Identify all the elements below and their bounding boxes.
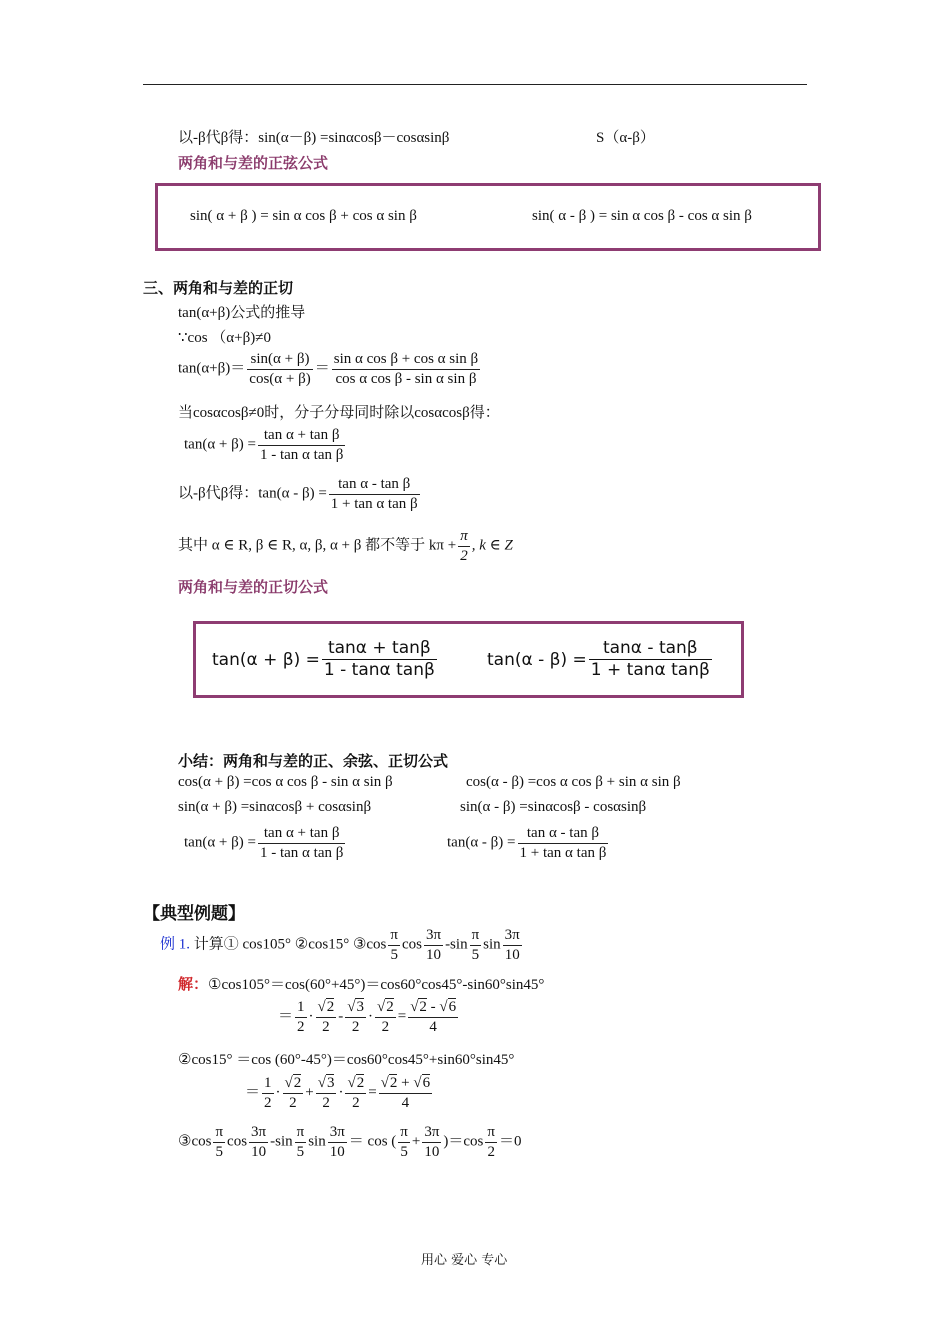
denominator: 2 (289, 1094, 297, 1111)
numerator: tan α + tan β (258, 426, 345, 446)
tangent-formula-heading: 两角和与差的正切公式 (178, 578, 329, 596)
lhs: tan(α - β) = (258, 485, 327, 502)
one-half (295, 998, 307, 1037)
minus-sin-text: -sin (270, 1133, 293, 1150)
sine-formula-heading: 两角和与差的正弦公式 (178, 154, 329, 172)
3pi-over-10 (503, 926, 522, 965)
equals: = (397, 1008, 407, 1025)
radicand: 2 (356, 1075, 365, 1091)
one-half (262, 1074, 274, 1113)
lhs: tan(α - β) = (487, 649, 587, 670)
header-rule (143, 84, 807, 85)
denominator: 4 (401, 1094, 410, 1111)
denominator: 5 (400, 1143, 408, 1160)
numerator: π (295, 1123, 307, 1143)
root3-over-2 (345, 998, 366, 1037)
numerator: π (398, 1123, 410, 1143)
solution-1-text: ①cos105°＝cos(60°+45°)＝cos60°cos45°-sin60°sin45° (208, 977, 545, 993)
radicand: 2 (419, 999, 427, 1015)
radicand: 2 (389, 1075, 398, 1091)
summary-tan-minus (447, 824, 610, 863)
tan-minus-formula (178, 475, 422, 514)
example-label: 例 1. (160, 936, 191, 953)
solution-1 (178, 973, 544, 994)
derivation-heading: tan(α+β)公式的推导 (178, 305, 306, 321)
cos-plus-formula: cos(α + β) =cos α cos β - sin α sin β (178, 774, 393, 790)
pi-over-2 (458, 527, 470, 566)
condition-text: 其中 α ∈ R, β ∈ R, α, β, α + β 都不等于 kπ + (178, 537, 457, 554)
denominator: 10 (426, 946, 442, 963)
dot: · (275, 1084, 281, 1101)
denominator: 5 (471, 946, 480, 963)
denominator: 2 (322, 1018, 330, 1035)
tangent-plus-box-formula (212, 638, 439, 682)
tan-plus-formula (184, 426, 347, 465)
denominator: 4 (429, 1018, 437, 1035)
numerator: π (458, 527, 470, 547)
pi-over-5 (213, 1123, 225, 1162)
3pi-over-10 (328, 1123, 347, 1162)
3pi-over-10 (424, 926, 443, 965)
radicand: 2 (326, 999, 335, 1015)
fraction (589, 638, 712, 682)
equals: ＝ (245, 1084, 261, 1101)
root2-over-2 (283, 1074, 304, 1113)
numerator: √3 (345, 998, 366, 1018)
substitution-line (178, 126, 449, 147)
root2-over-2 (316, 998, 337, 1037)
section-title-tangent: 三、两角和与差的正切 (143, 279, 294, 297)
sine-minus-box-formula: sin( α - β ) = sin α cos β - cos α sin β (532, 208, 752, 224)
prefix: ③cos (178, 1133, 212, 1150)
result: ＝0 (498, 1133, 522, 1150)
condition-line: ∵cos （α+β)≠0 (178, 330, 271, 346)
denominator: 5 (215, 1143, 223, 1160)
division-note: 当cosαcosβ≠0时，分子分母同时除以cosαcosβ得： (178, 405, 500, 421)
fraction (258, 426, 345, 465)
denominator: 10 (251, 1143, 267, 1160)
radicand: 6 (448, 999, 457, 1015)
denominator: 5 (390, 946, 398, 963)
result-fraction (408, 998, 458, 1037)
dot: · (367, 1008, 373, 1025)
solution-label: 解： (178, 977, 209, 993)
denominator: 2 (297, 1018, 305, 1035)
numerator: 1 (262, 1074, 274, 1094)
minus-sin-text: -sin (445, 936, 468, 953)
numerator: 1 (295, 998, 307, 1018)
equals: ＝ (278, 1008, 294, 1025)
numerator: tan α + tan β (258, 824, 345, 844)
sine-formula-box (155, 183, 821, 251)
dot: · (308, 1008, 314, 1025)
denominator: 1 + tan α tan β (330, 495, 418, 512)
denominator: 2 (460, 547, 468, 564)
close-cos: )＝cos (443, 1133, 484, 1150)
dot: · (338, 1084, 344, 1101)
cos-minus-formula: cos(α - β) =cos α cos β + sin α sin β (466, 774, 681, 790)
root3-over-2 (316, 1074, 337, 1113)
numerator: π (388, 926, 400, 946)
denominator: 2 (351, 1018, 360, 1035)
pi-over-5 (295, 1123, 307, 1162)
denominator: 2 (264, 1094, 272, 1111)
tail: , k ∈ Z (471, 537, 513, 554)
numerator: tan α - tan β (518, 824, 609, 844)
denominator: 1 + tanα tanβ (590, 660, 710, 681)
numerator: √3 (316, 1074, 337, 1094)
fraction (329, 475, 420, 514)
numerator: √2 + √6 (379, 1074, 432, 1094)
solution-2-computation (245, 1074, 434, 1113)
denominator: 10 (504, 946, 520, 963)
solution-3 (178, 1123, 522, 1162)
sine-plus-box-formula: sin( α + β ) = sin α cos β + cos α sin β (190, 208, 417, 224)
solution-2: ②cos15° ＝cos (60°-45°)＝cos60°cos45°+sin60°sin45° (178, 1052, 515, 1068)
numerator: √2 (316, 998, 337, 1018)
lhs: tan(α + β) = (184, 436, 256, 453)
numerator: tanα + tanβ (322, 638, 437, 660)
example-1 (160, 926, 524, 965)
fraction (258, 824, 345, 863)
lhs: tan(α - β) = (447, 834, 516, 851)
tangent-derivation-line (178, 350, 482, 389)
cos-text: cos (227, 1133, 248, 1150)
solution-1-computation (278, 998, 460, 1037)
numerator: 3π (503, 926, 522, 946)
fraction (518, 824, 609, 863)
numerator: sin(α + β) (247, 350, 312, 370)
plus: + (411, 1133, 421, 1150)
minus: - (430, 999, 436, 1015)
numerator: √2 (283, 1074, 304, 1094)
numerator: √2 (345, 1074, 366, 1094)
summary-tan-plus (184, 824, 347, 863)
lhs: tan(α + β) = (212, 649, 320, 670)
numerator: π (470, 926, 482, 946)
denominator: 1 - tanα tanβ (323, 660, 435, 681)
numerator: π (485, 1123, 497, 1143)
sin-minus-formula: sin(α - β) =sinαcosβ - cosαsinβ (460, 799, 647, 815)
denominator: 5 (296, 1143, 305, 1160)
numerator: tanα - tanβ (589, 638, 712, 660)
sin-text: sin (483, 936, 501, 953)
pi-over-2 (485, 1123, 497, 1162)
plus: + (401, 1075, 410, 1091)
minus: - (338, 1008, 344, 1025)
sine-minus-formula: sin(α－β) =sinαcosβ－cosαsinβ (258, 130, 450, 146)
numerator: 3π (422, 1123, 441, 1143)
examples-title: 【典型例题】 (143, 904, 245, 924)
radicand: 3 (356, 999, 364, 1015)
sin-text: sin (308, 1133, 326, 1150)
cos-text: cos (401, 936, 422, 953)
prefix: 以-β代β得： (178, 485, 259, 502)
root2-over-2 (345, 1074, 366, 1113)
sin-over-cos-fraction (247, 350, 312, 389)
denominator: 2 (322, 1094, 330, 1111)
plus: + (305, 1084, 314, 1101)
page-footer: 用心 爱心 专心 (421, 1253, 508, 1268)
radicand: 3 (326, 1075, 335, 1091)
numerator: tan α - tan β (329, 475, 420, 495)
radicand: 2 (386, 999, 394, 1015)
radicand: 2 (293, 1075, 302, 1091)
denominator: 1 - tan α tan β (259, 446, 344, 463)
formula-tag: S（α-β） (596, 130, 655, 146)
3pi-over-10 (422, 1123, 441, 1162)
denominator: cos(α + β) (249, 370, 311, 387)
numerator: sin α cos β + cos α sin β (332, 350, 480, 370)
summary-title: 小结：两角和与差的正、余弦、正切公式 (178, 752, 449, 770)
substitution-prefix: 以-β代β得： (178, 130, 259, 146)
tan-lhs: tan(α+β)＝ (178, 360, 246, 377)
numerator: 3π (328, 1123, 347, 1143)
equals-cos: ＝ cos ( (348, 1133, 397, 1150)
equals: ＝ (314, 360, 330, 377)
denominator: 2 (352, 1094, 360, 1111)
pi-over-5 (388, 926, 400, 965)
example-text: 计算① cos105° ②cos15° ③cos (193, 936, 387, 953)
denominator: 2 (381, 1018, 390, 1035)
numerator: √2 - √6 (408, 998, 458, 1018)
tangent-minus-box-formula (487, 638, 714, 682)
denominator: 2 (487, 1143, 495, 1160)
3pi-over-10 (249, 1123, 268, 1162)
denominator: 1 + tan α tan β (519, 844, 607, 861)
expanded-fraction (332, 350, 480, 389)
result-fraction (379, 1074, 432, 1113)
denominator: cos α cos β - sin α sin β (335, 370, 477, 387)
equals: = (368, 1084, 377, 1101)
domain-condition (178, 527, 513, 566)
denominator: 1 - tan α tan β (259, 844, 344, 861)
pi-over-5 (470, 926, 482, 965)
numerator: 3π (249, 1123, 268, 1143)
sin-plus-formula: sin(α + β) =sinαcosβ + cosαsinβ (178, 799, 372, 815)
pi-over-5 (398, 1123, 410, 1162)
lhs: tan(α + β) = (184, 834, 256, 851)
denominator: 10 (424, 1143, 440, 1160)
fraction (322, 638, 437, 682)
radicand: 6 (422, 1075, 431, 1091)
numerator: π (213, 1123, 225, 1143)
numerator: √2 (375, 998, 396, 1018)
root2-over-2 (375, 998, 396, 1037)
numerator: 3π (424, 926, 443, 946)
tangent-formula-box (193, 621, 744, 698)
denominator: 10 (329, 1143, 345, 1160)
